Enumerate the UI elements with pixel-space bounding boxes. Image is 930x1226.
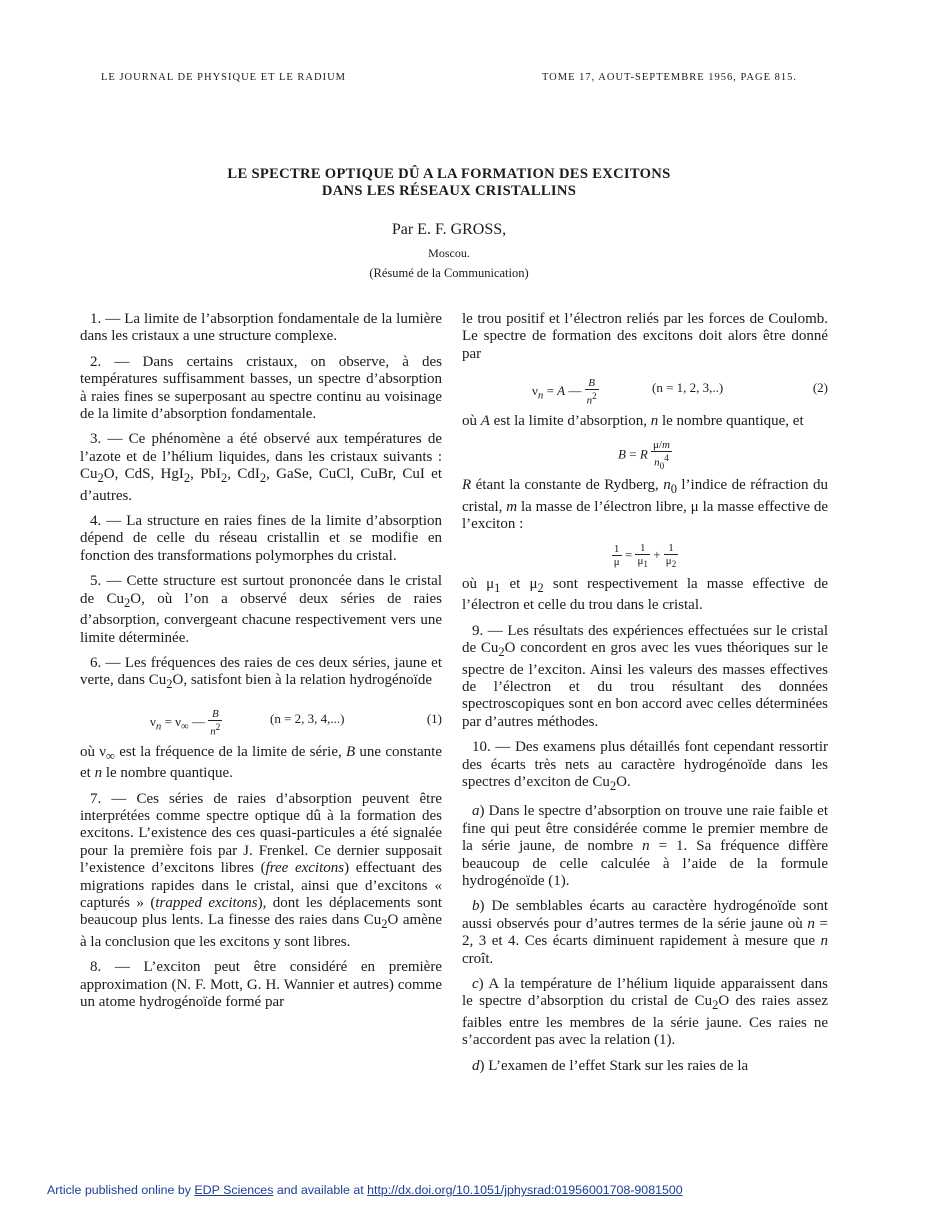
equation-2-number: (2) (812, 380, 828, 396)
title-line-1: LE SPECTRE OPTIQUE DÛ A LA FORMATION DES EXCITONS (227, 166, 671, 182)
doi-link[interactable]: http://dx.doi.org/10.1051/jphysrad:01956001708-9081500 (367, 1183, 683, 1197)
journal-header: LE JOURNAL DE PHYSIQUE ET LE RADIUM (101, 72, 346, 83)
equation-b: B = R $\frac{\mu/m}{n_0^4}$ (618, 438, 670, 471)
equation-mu: $\frac{1}{\mu}$ = $\frac{1}{\mu_1}$ + $\frac{1}{\mu_2}$ (613, 541, 677, 569)
paragraph-2: 2. — Dans certains cristaux, on observe, à des températures suffisamment basses, un spectre d’absorption à raies fines se superposant au spectre continu au voisinage de la limite d’absorption fondamentale. (80, 353, 442, 423)
paragraph-10b: b) De semblables écarts au caractère hydrogénoïde sont aussi observés pour d’autres termes de la série jaune où n = 2, 3 et 4. Ces écarts diminuent rapidement à mesure que n croît. (462, 898, 828, 967)
equation-2-formula: $\nu_n = A$ — $\frac{B}{n^2}$ (532, 377, 597, 407)
paragraph-5: 5. — Cette structure est surtout prononcée dans le cristal de $Cu_2O$, où l’on a observé deux séries de raies d’absorption, convergeant chacune respectivement vers une limite déterminée. (80, 573, 442, 646)
footer-prefix: Article published online by (47, 1183, 191, 1197)
equation-1-number: (1) (426, 710, 442, 726)
paragraph-10a: a) Dans le spectre d’absorption on trouve une raie faible et fine qui peut être considérée comme le premier membre de la série jaune, de nombre n = 1. Sa fréquence diffère beaucoup de celle calculée à l’aide de la formule hydrogénoïde (1). (462, 803, 828, 889)
paper-title (0, 166, 898, 200)
publisher-link[interactable]: EDP Sciences (194, 1183, 274, 1197)
issue-header: TOME 17, AOUT-SEPTEMBRE 1956, PAGE 815. (541, 72, 797, 83)
author: Par E. F. GROSS, (391, 221, 507, 238)
footer-middle: and available at (276, 1183, 364, 1197)
publication-footer (47, 1183, 683, 1197)
paragraph-6: 6. — Les fréquences des raies de ces deux séries, jaune et verte, dans $Cu_2O$, satisfont bien à la relation hydrogénoïde (80, 654, 442, 692)
equation-2 (462, 371, 828, 405)
affiliation-city: Moscou. (428, 246, 470, 260)
paragraph-10d: d) L’examen de l’effet Stark sur les raies de la (472, 1057, 749, 1074)
paragraph-8-cont: le trou positif et l’électron reliés par les forces de Coulomb. Le spectre de formation des excitons doit alors être donné par (462, 311, 828, 362)
right-column (462, 311, 828, 1083)
paragraph-10: 10. — Des examens plus détaillés font cependant ressortir des écarts très nets au caractère hydrogénoïde dans les spectres d’exciton de $Cu_2O$. (462, 739, 828, 793)
title-line-2: DANS LES RÉSEAUX CRISTALLINS (321, 183, 577, 199)
paragraph-10c: c) A la température de l’hélium liquide apparaissent dans le spectre d’absorption du cristal de $Cu_2O$ des raies assez faibles entre les membres de la série jaune. Ces raies ne s’accordent pas avec la relation (1). (462, 976, 828, 1049)
paragraph-3: 3. — Ce phénomène a été observé aux températures de l’azote et de l’hélium liquides, dans les cristaux suivants : $Cu_2O$, CdS, HgI$_2$, PbI$_2$, CdI$_2$, GaSe, CuCl, CuBr, CuI et d’autres. (80, 431, 443, 504)
paragraph-1: 1. — La limite de l’absorption fondamentale de la lumière dans les cristaux a une structure complexe. (80, 311, 442, 345)
paragraph-8-r: R étant la constante de Rydberg, $n_0$ l’indice de réfraction du cristal, m la masse de l’électron libre, μ la masse effective de l’exciton : (462, 477, 829, 533)
paragraph-8-mu: où $\mu_1$ et $\mu_2$ sont respectivement la masse effective de l’électron et celle du trou dans le cristal. (462, 575, 829, 614)
equation-1-formula: $\nu_n = \nu_\infty$ — $\frac{B}{n^2}$ (150, 707, 221, 738)
left-column (80, 311, 442, 1019)
equation-2-condition: (n = 1, 2, 3,..) (652, 380, 724, 396)
paragraph-8: 8. — L’exciton peut être considéré en première approximation (N. F. Mott, G. H. Wannier et autres) comme un atome hydrogénoïde formé par (80, 959, 442, 1010)
equation-1 (80, 702, 442, 736)
paragraph-6-cont: où $\nu_\infty$ est la fréquence de la limite de série, B une constante et n le nombre quantique. (80, 743, 442, 782)
paragraph-7: 7. — Ces séries de raies d’absorption peuvent être interprétées comme spectre optique dû à la formation des excitons. L’existence des ces quasi-particules a été signalée pour la première fois par J. Frenkel. Ce dernier supposait l’existence d’excitons libres (free excitons) effectuant des migrations rapides dans le cristal, ainsi que d’excitons « capturés » (trapped excitons), dont les déplacements sont beaucoup plus lents. La finesse des raies dans $Cu_2O$ amène à la conclusion que les excitons y sont libres. (80, 790, 443, 950)
equation-1-condition: (n = 2, 3, 4,...) (270, 710, 345, 726)
paragraph-4: 4. — La structure en raies fines de la limite d’absorption dépend de celle du réseau cristallin et se modifie en fonction des transformations polymorphes du cristal. (80, 513, 442, 564)
paragraph-8-defs: où A est la limite d’absorption, n le nombre quantique, et (462, 413, 804, 430)
resume-note: (Résumé de la Communication) (369, 266, 529, 280)
paragraph-9: 9. — Les résultats des expériences effectuées sur le cristal de $Cu_2O$ concordent en gros avec les vues théoriques sur le spectre de l’exciton. Ainsi les valeurs des masses effectives de l’électron et du trou résultant des données spectroscopiques sont en bon accord avec celles déterminées par d’autres méthodes. (462, 622, 828, 730)
